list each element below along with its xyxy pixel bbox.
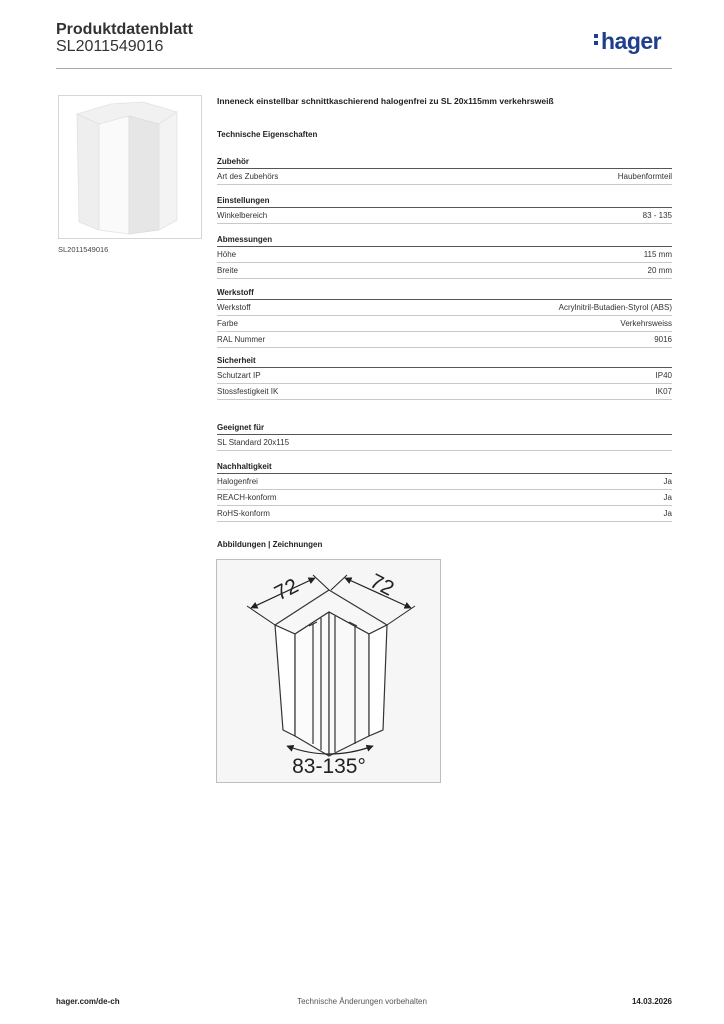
property-group bbox=[217, 354, 672, 400]
property-row bbox=[217, 384, 672, 400]
property-label: Schutzart IP bbox=[217, 371, 261, 380]
property-value: Ja bbox=[663, 477, 672, 486]
thumbnail-caption: SL2011549016 bbox=[58, 245, 109, 254]
property-label: RoHS-konform bbox=[217, 509, 270, 518]
property-group bbox=[217, 460, 672, 522]
group-title: Sicherheit bbox=[217, 354, 672, 368]
footer-website[interactable]: hager.com/de-ch bbox=[56, 997, 120, 1006]
property-label: Farbe bbox=[217, 319, 238, 328]
property-value: 83 - 135 bbox=[642, 211, 672, 220]
property-label: REACH-konform bbox=[217, 493, 277, 502]
property-row bbox=[217, 300, 672, 316]
property-value: Ja bbox=[663, 493, 672, 502]
property-group bbox=[217, 286, 672, 348]
property-group bbox=[217, 194, 672, 224]
property-row bbox=[217, 474, 672, 490]
property-label: Stossfestigkeit IK bbox=[217, 387, 279, 396]
property-label: Werkstoff bbox=[217, 303, 251, 312]
footer-date: 14.03.2026 bbox=[631, 997, 672, 1006]
article-number: SL2011549016 bbox=[56, 38, 164, 55]
property-value: Verkehrsweiss bbox=[620, 319, 672, 328]
property-value: IP40 bbox=[655, 371, 672, 380]
property-value: 9016 bbox=[654, 335, 672, 344]
drawings-title: Abbildungen | Zeichnungen bbox=[217, 540, 323, 549]
header-divider bbox=[56, 68, 672, 69]
property-row bbox=[217, 316, 672, 332]
property-row bbox=[217, 435, 672, 451]
dimension-right-label: 72 bbox=[366, 569, 398, 601]
property-value: 20 mm bbox=[647, 266, 672, 275]
hager-logo bbox=[594, 28, 661, 55]
group-title: Geeignet für bbox=[217, 421, 672, 435]
property-value: 115 mm bbox=[643, 250, 672, 259]
logo-text: hager bbox=[601, 28, 662, 54]
property-label: SL Standard 20x115 bbox=[217, 438, 290, 447]
property-row bbox=[217, 490, 672, 506]
property-value: Haubenformteil bbox=[617, 172, 672, 181]
product-title: Inneneck einstellbar schnittkaschierend halogenfrei zu SL 20x115mm verkehrsweiß bbox=[217, 96, 554, 106]
angle-label: 83-135° bbox=[292, 755, 366, 778]
dimension-left-label: 72 bbox=[270, 574, 303, 606]
property-group bbox=[217, 421, 672, 451]
property-value: IK07 bbox=[655, 387, 672, 396]
group-title: Werkstoff bbox=[217, 286, 672, 300]
property-row bbox=[217, 169, 672, 185]
property-row bbox=[217, 368, 672, 384]
group-title: Abmessungen bbox=[217, 233, 672, 247]
product-thumbnail bbox=[58, 95, 202, 239]
property-value: Ja bbox=[663, 509, 672, 518]
footer-notice: Technische Änderungen vorbehalten bbox=[297, 997, 427, 1006]
technical-drawing bbox=[216, 559, 441, 783]
logo-dots-icon bbox=[594, 28, 600, 48]
corner-piece-photo bbox=[59, 96, 201, 238]
dimension-drawing bbox=[217, 560, 440, 782]
property-label: Höhe bbox=[217, 250, 237, 259]
property-label: Breite bbox=[217, 266, 238, 275]
property-row bbox=[217, 247, 672, 263]
page-title: Produktdatenblatt bbox=[56, 21, 193, 38]
property-label: Halogenfrei bbox=[217, 477, 258, 486]
section-title: Technische Eigenschaften bbox=[217, 130, 318, 139]
property-row bbox=[217, 332, 672, 348]
property-label: RAL Nummer bbox=[217, 335, 266, 344]
property-row bbox=[217, 506, 672, 522]
property-group bbox=[217, 155, 672, 185]
property-label: Art des Zubehörs bbox=[217, 172, 279, 181]
property-value: Acrylnitril-Butadien-Styrol (ABS) bbox=[558, 303, 672, 312]
property-group bbox=[217, 233, 672, 279]
group-title: Zubehör bbox=[217, 155, 672, 169]
property-row bbox=[217, 263, 672, 279]
group-title: Nachhaltigkeit bbox=[217, 460, 672, 474]
property-label: Winkelbereich bbox=[217, 211, 268, 220]
property-row bbox=[217, 208, 672, 224]
group-title: Einstellungen bbox=[217, 194, 672, 208]
